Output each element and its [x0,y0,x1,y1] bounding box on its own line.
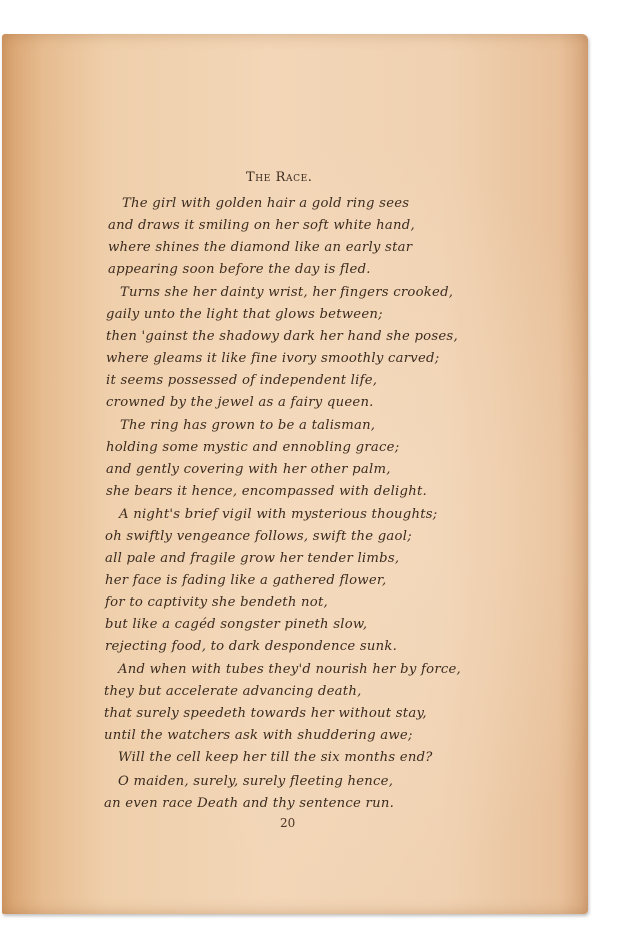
poem-line: O maiden, surely, surely fleeting hence, [118,774,394,789]
poem-line: The ring has grown to be a talisman, [120,418,376,433]
page-number: 20 [280,816,296,830]
poem-line: where shines the diamond like an early star [108,240,413,255]
poem-line: where gleams it like fine ivory smoothly carved; [106,351,440,366]
poem-line: A night's brief vigil with mysterious thoughts; [119,507,438,522]
book-page [2,34,588,914]
poem-line: oh swiftly vengeance follows, swift the gaol; [105,529,412,544]
poem-line: crowned by the jewel as a fairy queen. [106,395,374,410]
poem-line: And when with tubes they'd nourish her by force, [118,662,462,677]
poem-line: all pale and fragile grow her tender limbs, [105,551,400,566]
poem-line: appearing soon before the day is fled. [108,262,371,277]
poem-line: it seems possessed of independent life, [106,373,378,388]
poem-line: and draws it smiling on her soft white hand, [108,218,415,233]
poem-line: an even race Death and thy sentence run. [104,796,395,811]
poem-line: Turns she her dainty wrist, her fingers crooked, [120,285,454,300]
poem-line: rejecting food, to dark despondence sunk. [105,639,398,654]
poem-line: that surely speedeth towards her without stay, [104,706,427,721]
poem-line: but like a cagéd songster pineth slow, [105,617,368,632]
poem-line: holding some mystic and ennobling grace; [106,440,400,455]
poem-line: Will the cell keep her till the six months end? [118,750,433,765]
poem-line: then 'gainst the shadowy dark her hand she poses, [106,329,458,344]
poem-line: until the watchers ask with shuddering awe; [104,728,413,743]
poem-line: she bears it hence, encompassed with delight. [106,484,427,499]
poem [2,34,588,914]
poem-line: gaily unto the light that glows between; [106,307,383,322]
poem-line: and gently covering with her other palm, [106,462,391,477]
poem-title: The Race. [246,170,313,185]
poem-line: they but accelerate advancing death, [104,684,362,699]
poem-line: for to captivity she bendeth not, [105,595,328,610]
poem-line: her face is fading like a gathered flower, [105,573,387,588]
poem-line: The girl with golden hair a gold ring sees [122,196,410,211]
